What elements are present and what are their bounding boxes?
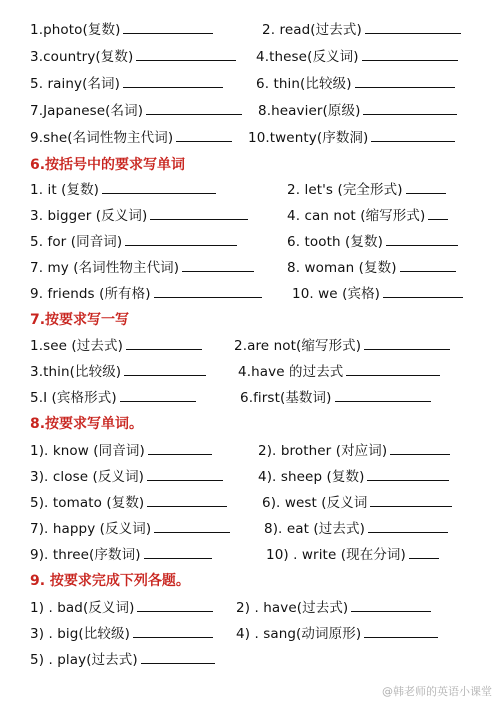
answer-blank[interactable] [365,18,461,34]
question-text: 4.have 的过去式 [238,364,344,380]
answer-blank[interactable] [147,491,227,507]
exercise-item [292,281,472,307]
question-text: 4. can not (缩写形式) [287,208,426,224]
exercise-item [287,229,472,255]
answer-blank[interactable] [367,465,449,481]
exercise-item [258,438,472,464]
answer-blank[interactable] [351,596,431,612]
answer-blank[interactable] [141,648,215,664]
question-text: 2). brother (对应词) [258,443,388,459]
exercise-row [0,255,500,281]
exercise-row [0,125,500,151]
answer-blank[interactable] [386,230,458,246]
question-text: 3). close (反义词) [30,469,145,485]
exercise-row [0,359,500,385]
answer-blank[interactable] [147,465,223,481]
exercise-item [30,255,282,281]
exercise-item [234,333,472,359]
exercise-row [0,71,500,97]
answer-blank[interactable] [400,256,456,272]
exercise-row [0,17,500,43]
answer-blank[interactable] [335,386,431,402]
answer-blank[interactable] [125,230,237,246]
question-text: 5) . play(过去式) [30,652,138,668]
question-text: 8). eat (过去式) [264,521,365,537]
question-text: 8. woman (复数) [287,260,397,276]
question-text: 1) . bad(反义词) [30,600,135,616]
answer-blank[interactable] [136,45,236,61]
exercise-item [287,203,472,229]
exercise-item [258,464,472,490]
question-text: 8.heavier(原级) [258,103,361,119]
answer-blank[interactable] [150,204,248,220]
answer-blank[interactable] [409,543,439,559]
question-text: 2. read(过去式) [262,22,362,38]
exercise-item [30,98,255,124]
exercise-row [0,647,500,673]
question-text: 9. friends (所有格) [30,286,151,302]
answer-blank[interactable] [133,622,213,638]
exercise-item [262,490,472,516]
exercise-row [0,542,500,568]
exercise-row [0,464,500,490]
answer-blank[interactable] [364,622,438,638]
question-text: 3. bigger (反义词) [30,208,148,224]
answer-blank[interactable] [182,256,254,272]
question-text: 7. my (名词性物主代词) [30,260,180,276]
answer-blank[interactable] [154,517,230,533]
exercise-item [266,542,472,568]
exercise-row [0,98,500,124]
question-text: 5). tomato (复数) [30,495,145,511]
question-text: 7.Japanese(名词) [30,103,144,119]
exercise-item [30,385,224,411]
exercise-item [240,385,472,411]
exercise-item [30,516,252,542]
question-text: 10.twenty(序数洞) [248,130,369,146]
answer-blank[interactable] [364,334,450,350]
exercise-item [30,281,275,307]
answer-blank[interactable] [146,99,242,115]
exercise-row [0,621,500,647]
exercise-row [0,438,500,464]
question-text: 5.I (宾格形式) [30,390,117,406]
question-text: 6. tooth (复数) [287,234,383,250]
answer-blank[interactable] [126,334,202,350]
exercise-item [256,71,472,97]
section-heading: 8.按要求写单词。 [30,416,144,432]
exercise-row [0,177,500,203]
exercise-row [0,281,500,307]
exercise-item [30,359,224,385]
question-text: 4) . sang(动词原形) [236,626,362,642]
answer-blank[interactable] [370,491,452,507]
section-heading: 9. 按要求完成下列各题。 [30,573,190,589]
answer-blank[interactable] [124,360,206,376]
question-text: 6. thin(比较级) [256,76,352,92]
exercise-row [0,516,500,542]
question-text: 4). sheep (复数) [258,469,365,485]
question-text: 5. for (同音词) [30,234,123,250]
question-text: 6.first(基数词) [240,390,332,406]
exercise-item [30,203,260,229]
exercise-item [30,438,250,464]
exercise-item [30,44,250,70]
exercise-item [30,17,235,43]
exercise-item [30,71,250,97]
question-text: 3.thin(比较级) [30,364,122,380]
question-text: 7). happy (反义词) [30,521,152,537]
exercise-item [236,621,472,647]
exercise-row [0,44,500,70]
exercise-item [256,44,472,70]
answer-blank[interactable] [120,386,196,402]
question-text: 1). know (同音词) [30,443,145,459]
exercise-item [30,177,255,203]
exercise-item [287,177,472,203]
exercise-row [0,595,500,621]
exercise-row [0,229,500,255]
question-text: 9). three(序数词) [30,547,141,563]
question-text: 9.she(名词性物主代词) [30,130,174,146]
answer-blank[interactable] [383,282,463,298]
exercise-item [30,595,236,621]
exercise-row [0,490,500,516]
question-text: 2. let's (完全形式) [287,182,403,198]
answer-blank[interactable] [371,126,455,142]
answer-blank[interactable] [154,282,262,298]
answer-blank[interactable] [176,126,232,142]
exercise-item [30,621,236,647]
section-heading: 7.按要求写一写 [30,312,130,328]
answer-blank[interactable] [148,439,212,455]
answer-blank[interactable] [362,45,458,61]
exercise-item [236,595,472,621]
question-text: 6). west (反义词 [262,495,368,511]
question-text: 1.see (过去式) [30,338,123,354]
question-text: 4.these(反义词) [256,49,359,65]
exercise-item [30,490,250,516]
answer-blank[interactable] [346,360,440,376]
exercise-item [30,647,250,673]
exercise-item [262,17,472,43]
answer-blank[interactable] [355,72,455,88]
exercise-item [30,125,252,151]
answer-blank[interactable] [390,439,450,455]
answer-blank[interactable] [137,596,213,612]
exercise-row [0,333,500,359]
question-text: 1. it (复数) [30,182,100,198]
exercise-row [0,203,500,229]
answer-blank[interactable] [144,543,212,559]
answer-blank[interactable] [368,517,448,533]
exercise-item [30,542,244,568]
exercise-item [258,98,472,124]
exercise-row [0,385,500,411]
question-text: 2) . have(过去式) [236,600,349,616]
question-text: 10) . write (现在分词) [266,547,406,563]
question-text: 10. we (宾格) [292,286,381,302]
answer-blank[interactable] [123,72,223,88]
exercise-item [248,125,472,151]
section-heading: 6.按括号中的要求写单词 [30,157,186,173]
answer-blank[interactable] [123,18,213,34]
exercise-item [30,229,248,255]
exercise-item [264,516,472,542]
exercise-item [238,359,472,385]
question-text: 3.country(复数) [30,49,134,65]
question-text: 5. rainy(名词) [30,76,121,92]
exercise-item [287,255,472,281]
watermark: @韩老师的英语小课堂 [382,685,492,698]
answer-blank[interactable] [102,178,216,194]
exercise-item [30,333,226,359]
answer-blank[interactable] [363,99,457,115]
question-text: 2.are not(缩写形式) [234,338,362,354]
question-text: 3) . big(比较级) [30,626,130,642]
exercise-item [30,464,250,490]
answer-blank[interactable] [428,204,448,220]
question-text: 1.photo(复数) [30,22,121,38]
answer-blank[interactable] [406,178,446,194]
